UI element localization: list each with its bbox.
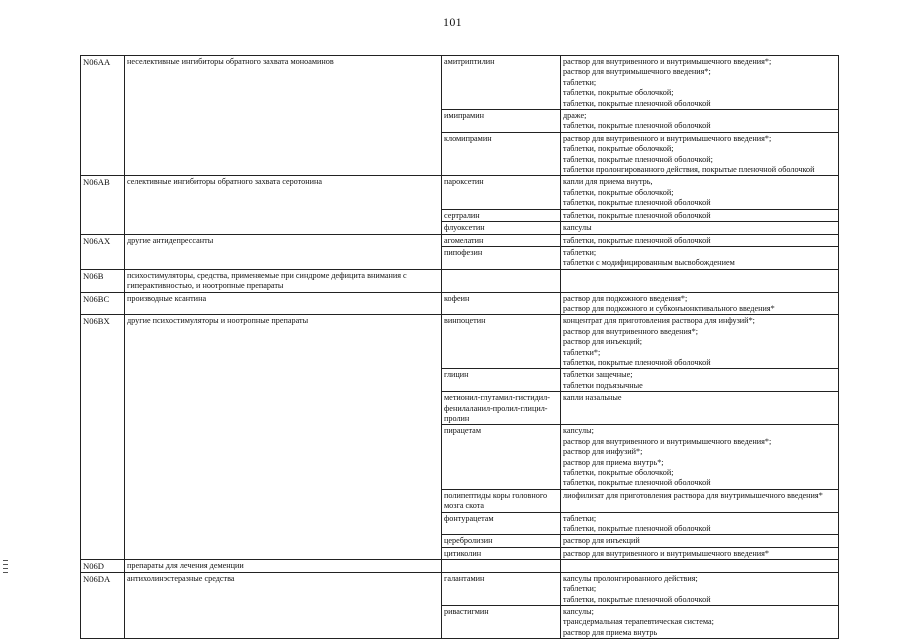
drug-list: [442, 176, 839, 233]
pharmacological-group: неселективные ингибиторы обратного захвата моноаминов: [125, 56, 442, 175]
dosage-form: таблетки, покрытые пленочной оболочкой: [563, 524, 711, 534]
pharmacological-group: препараты для лечения деменции: [125, 560, 442, 571]
dosage-form-cell: [561, 606, 839, 638]
dosage-form-cell: [561, 560, 839, 571]
dosage-form: таблетки;: [563, 77, 597, 87]
drug-name-cell: [442, 133, 561, 176]
drug-name: имипрамин: [444, 111, 484, 121]
dosage-form-cell: [561, 392, 839, 424]
atc-code: N06DA: [81, 573, 125, 638]
table-row: [81, 235, 839, 270]
atc-code: N06AX: [81, 235, 125, 269]
dosage-form: таблетки пролонгированного действия, покрытые пленочной оболочкой: [563, 165, 815, 175]
drug-name: пипофезин: [444, 247, 483, 257]
drug-name: церебролизин: [444, 536, 493, 546]
dosage-form: таблетки, покрытые пленочной оболочкой;: [563, 154, 713, 164]
dosage-form: раствор для инфузий*;: [563, 447, 643, 457]
dosage-form-cell: [561, 573, 839, 605]
drug-entry: [442, 573, 839, 606]
drug-name-cell: [442, 425, 561, 488]
dosage-form: таблетки, покрытые оболочкой;: [563, 187, 674, 197]
drug-entry: [442, 133, 839, 176]
drug-entry: [442, 176, 839, 209]
drug-entry: [442, 392, 839, 425]
dosage-form: таблетки, покрытые пленочной оболочкой: [563, 594, 711, 604]
pharmacological-group: психостимуляторы, средства, применяемые при синдроме дефицита внимания с гиперактивностью, и ноотропные препараты: [125, 270, 442, 292]
dosage-form-cell: [561, 490, 839, 512]
dosage-form-cell: [561, 369, 839, 391]
drug-name-cell: [442, 369, 561, 391]
pharmacological-group: селективные ингибиторы обратного захвата серотонина: [125, 176, 442, 233]
drug-name: флуоксетин: [444, 223, 485, 233]
dosage-form: таблетки, покрытые оболочкой;: [563, 468, 674, 478]
drug-list: [442, 56, 839, 175]
scan-margin-marks: [3, 560, 8, 576]
dosage-form-cell: [561, 56, 839, 109]
dosage-form: раствор для внутривенного и внутримышечного введения*;: [563, 436, 772, 446]
pharmacological-group: другие психостимуляторы и ноотропные препараты: [125, 315, 442, 559]
page-number: 101: [443, 15, 462, 29]
drug-entry: [442, 425, 839, 489]
drug-entry: [442, 210, 839, 222]
drug-entry: [442, 535, 839, 547]
drug-name-cell: [442, 293, 561, 315]
drug-classification-table: [80, 55, 839, 639]
drug-entry: [442, 56, 839, 110]
drug-name-cell: [442, 606, 561, 638]
table-row: [81, 293, 839, 316]
table-row: [81, 270, 839, 293]
dosage-form: таблетки;: [563, 584, 597, 594]
drug-name-cell: [442, 56, 561, 109]
dosage-form: таблетки защечные;: [563, 370, 633, 380]
atc-code: N06D: [81, 560, 125, 571]
drug-name-cell: [442, 222, 561, 233]
atc-code: N06AB: [81, 176, 125, 233]
dosage-form: раствор для внутривенного введения*;: [563, 326, 699, 336]
dosage-form: раствор для инъекций;: [563, 337, 643, 347]
drug-entry: [442, 315, 839, 369]
drug-name: мозга скота: [444, 501, 485, 511]
dosage-form: драже;: [563, 111, 587, 121]
drug-list: [442, 293, 839, 315]
table-row: [81, 176, 839, 234]
dosage-form: лиофилизат для приготовления раствора для внутримышечного введения*: [563, 490, 823, 500]
drug-name: кломипрамин: [444, 133, 492, 143]
dosage-form: таблетки, покрытые пленочной оболочкой: [563, 235, 711, 245]
drug-name-cell: [442, 247, 561, 269]
drug-name: глицин: [444, 370, 469, 380]
dosage-form: таблетки подъязычные: [563, 380, 643, 390]
dosage-form: трансдермальная терапевтическая система;: [563, 617, 714, 627]
dosage-form: раствор для подкожного и субконъюнктивального введения*: [563, 303, 775, 313]
drug-entry: [442, 247, 839, 269]
dosage-form-cell: [561, 235, 839, 246]
drug-name: галантамин: [444, 573, 485, 583]
drug-entry: [442, 548, 839, 559]
drug-list: [442, 235, 839, 269]
drug-name: амитриптилин: [444, 57, 495, 66]
drug-name: ривастигмин: [444, 606, 489, 616]
dosage-form-cell: [561, 110, 839, 132]
dosage-form-cell: [561, 293, 839, 315]
dosage-form: раствор для приема внутрь*;: [563, 457, 664, 467]
drug-name-cell: [442, 573, 561, 605]
drug-name-cell: [442, 392, 561, 424]
dosage-form-cell: [561, 222, 839, 233]
drug-name: агомелатин: [444, 235, 484, 245]
dosage-form: раствор для приема внутрь: [563, 627, 658, 637]
dosage-form: таблетки, покрытые пленочной оболочкой: [563, 210, 711, 220]
drug-name: винпоцетин: [444, 316, 486, 326]
dosage-form: концентрат для приготовления раствора для инфузий*;: [563, 316, 755, 326]
drug-name: фенилаланил-пролил-глицил-: [444, 403, 548, 413]
dosage-form-cell: [561, 247, 839, 269]
dosage-form-cell: [561, 425, 839, 488]
dosage-form: капсулы пролонгированного действия;: [563, 573, 698, 583]
drug-name: цитиколин: [444, 548, 482, 558]
drug-entry: [442, 606, 839, 638]
drug-entry: [442, 110, 839, 133]
table-row: [81, 56, 839, 176]
atc-code: N06B: [81, 270, 125, 292]
pharmacological-group: антихолинэстеразные средства: [125, 573, 442, 638]
drug-name-cell: [442, 176, 561, 208]
drug-name-cell: [442, 513, 561, 535]
drug-name-cell: [442, 270, 561, 292]
drug-entry: [442, 222, 839, 233]
pharmacological-group: другие антидепрессанты: [125, 235, 442, 269]
drug-name-cell: [442, 490, 561, 512]
dosage-form: таблетки*;: [563, 347, 601, 357]
drug-name: пирацетам: [444, 426, 481, 436]
drug-entry: [442, 490, 839, 513]
drug-name: фонтурацетам: [444, 513, 494, 523]
table-row: [81, 315, 839, 560]
dosage-form: раствор для внутривенного и внутримышечного введения*;: [563, 133, 772, 143]
atc-code: N06BC: [81, 293, 125, 315]
drug-list: [442, 573, 839, 638]
dosage-form-cell: [561, 176, 839, 208]
drug-name: пролин: [444, 414, 470, 423]
dosage-form: капли для приема внутрь,: [563, 177, 653, 187]
dosage-form-cell: [561, 548, 839, 559]
dosage-form-cell: [561, 270, 839, 292]
dosage-form: капсулы;: [563, 606, 594, 616]
dosage-form: таблетки с модифицированным высвобождением: [563, 258, 735, 268]
drug-entry: [442, 235, 839, 247]
dosage-form: таблетки, покрытые пленочной оболочкой: [563, 121, 711, 131]
dosage-form: таблетки;: [563, 513, 597, 523]
drug-name: пароксетин: [444, 177, 484, 187]
drug-entry: [442, 369, 839, 392]
dosage-form: таблетки, покрытые пленочной оболочкой: [563, 478, 711, 488]
dosage-form: таблетки, покрытые пленочной оболочкой: [563, 98, 711, 108]
dosage-form: раствор для инъекций: [563, 536, 640, 546]
dosage-form: раствор для внутривенного и внутримышечного введения*: [563, 548, 770, 558]
drug-name: метионил-глутамил-гистидил-: [444, 393, 550, 403]
dosage-form: капсулы: [563, 223, 592, 233]
drug-entry: [442, 513, 839, 536]
atc-code: N06BX: [81, 315, 125, 559]
dosage-form: таблетки, покрытые пленочной оболочкой: [563, 357, 711, 367]
table-row: [81, 573, 839, 639]
dosage-form: раствор для внутривенного и внутримышечного введения*;: [563, 57, 772, 66]
drug-name-cell: [442, 535, 561, 546]
dosage-form-cell: [561, 210, 839, 221]
dosage-form: раствор для подкожного введения*;: [563, 293, 688, 303]
atc-code: N06AA: [81, 56, 125, 175]
dosage-form: таблетки, покрытые оболочкой;: [563, 144, 674, 154]
drug-name-cell: [442, 315, 561, 368]
drug-name-cell: [442, 548, 561, 559]
dosage-form: таблетки, покрытые оболочкой;: [563, 88, 674, 98]
table-row: [81, 560, 839, 572]
dosage-form-cell: [561, 535, 839, 546]
drug-name: полипептиды коры головного: [444, 490, 548, 500]
dosage-form-cell: [561, 133, 839, 176]
dosage-form: капсулы;: [563, 426, 594, 436]
dosage-form-cell: [561, 315, 839, 368]
drug-list: [442, 315, 839, 559]
dosage-form: таблетки;: [563, 247, 597, 257]
pharmacological-group: производные ксантина: [125, 293, 442, 315]
dosage-form: таблетки, покрытые пленочной оболочкой: [563, 198, 711, 208]
drug-entry: [442, 293, 839, 315]
drug-name: сертралин: [444, 210, 480, 220]
dosage-form: капли назальные: [563, 393, 622, 403]
drug-name: кофеин: [444, 293, 470, 303]
drug-name-cell: [442, 560, 561, 571]
drug-name-cell: [442, 210, 561, 221]
dosage-form-cell: [561, 513, 839, 535]
drug-name-cell: [442, 110, 561, 132]
drug-name-cell: [442, 235, 561, 246]
dosage-form: раствор для внутримышечного введения*;: [563, 67, 711, 77]
